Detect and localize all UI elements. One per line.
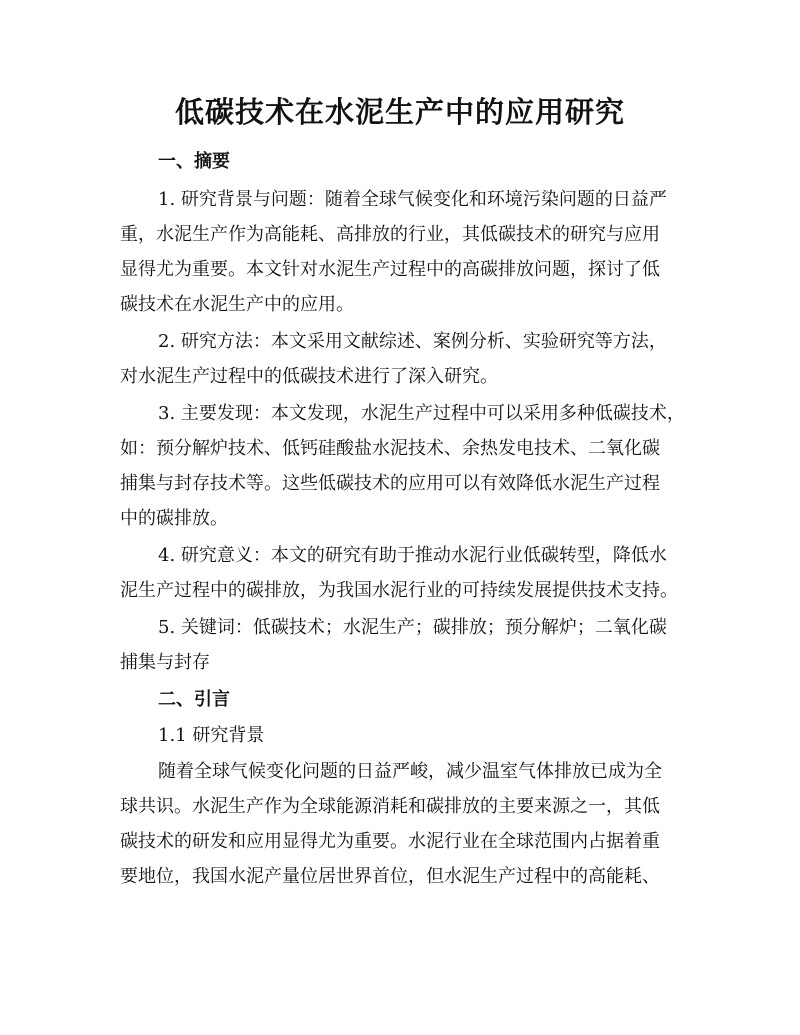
section-heading-introduction: 二、引言 bbox=[158, 689, 230, 710]
abstract-item-1-line-3: 显得尤为重要。本文针对水泥生产过程中的高碳排放问题，探讨了低 bbox=[120, 259, 660, 280]
abstract-item-5-line-2: 捕集与封存 bbox=[120, 652, 210, 673]
abstract-item-3-line-4: 中的碳排放。 bbox=[120, 508, 228, 529]
abstract-item-4-line-2: 泥生产过程中的碳排放，为我国水泥行业的可持续发展提供技术支持。 bbox=[120, 580, 678, 601]
abstract-item-3-line-1: 3. 主要发现：本文发现，水泥生产过程中可以采用多种低碳技术， bbox=[158, 403, 685, 424]
abstract-item-1-line-2: 重，水泥生产作为高能耗、高排放的行业，其低碳技术的研究与应用 bbox=[120, 224, 660, 245]
background-paragraph-line-2: 球共识。水泥生产作为全球能源消耗和碳排放的主要来源之一，其低 bbox=[120, 796, 660, 817]
document-title: 低碳技术在水泥生产中的应用研究 bbox=[174, 95, 625, 129]
abstract-item-3-line-3: 捕集与封存技术等。这些低碳技术的应用可以有效降低水泥生产过程 bbox=[120, 473, 660, 494]
background-paragraph-line-4: 要地位，我国水泥产量位居世界首位，但水泥生产过程中的高能耗、 bbox=[120, 866, 660, 887]
abstract-item-1-line-4: 碳技术在水泥生产中的应用。 bbox=[120, 294, 354, 315]
background-paragraph-line-3: 碳技术的研发和应用显得尤为重要。水泥行业在全球范围内占据着重 bbox=[120, 831, 660, 852]
abstract-item-1-line-1: 1. 研究背景与问题：随着全球气候变化和环境污染问题的日益严 bbox=[158, 189, 667, 210]
abstract-item-5-line-1: 5. 关键词：低碳技术；水泥生产；碳排放；预分解炉；二氧化碳 bbox=[158, 617, 667, 638]
subsection-heading-background: 1.1 研究背景 bbox=[158, 725, 265, 746]
abstract-item-2-line-2: 对水泥生产过程中的低碳技术进行了深入研究。 bbox=[120, 366, 498, 387]
abstract-item-2-line-1: 2. 研究方法：本文采用文献综述、案例分析、实验研究等方法， bbox=[158, 331, 667, 352]
section-heading-abstract: 一、摘要 bbox=[158, 151, 230, 172]
abstract-item-4-line-1: 4. 研究意义：本文的研究有助于推动水泥行业低碳转型，降低水 bbox=[158, 545, 667, 566]
background-paragraph-line-1: 随着全球气候变化问题的日益严峻，减少温室气体排放已成为全 bbox=[158, 761, 662, 782]
abstract-item-3-line-2: 如：预分解炉技术、低钙硅酸盐水泥技术、余热发电技术、二氧化碳 bbox=[120, 438, 660, 459]
